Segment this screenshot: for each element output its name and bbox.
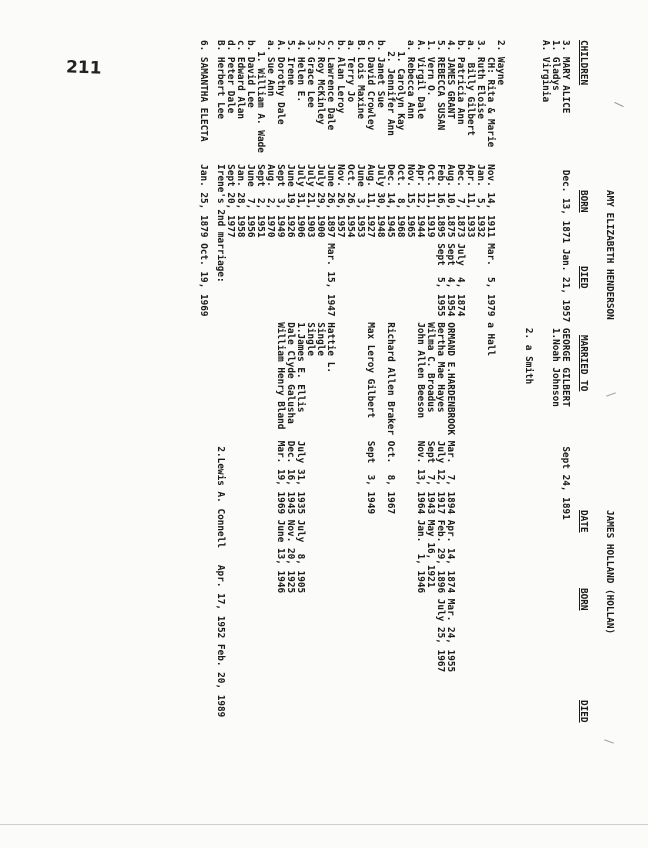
col-children: CHILDREN — [578, 40, 589, 86]
page-number: 211 — [65, 57, 102, 79]
record-line: 2. Wayne — [495, 40, 506, 86]
col-born: BORN — [578, 190, 589, 213]
record-line: c. Edward Alan Jan. 28, 1958 — [235, 40, 246, 238]
record-line: 4. JAMES GRANT Aug. 10, 1875 Sept 4, 1954 ORMAND E.HARDENBROOK Mar. 7, 1894 Apr. 14, 1874 Mar. 24, 1955 — [445, 40, 456, 673]
record-line: CH: Rita & Marie Nov. 14, 1911 Mar. 5, 1979 a Hall — [485, 40, 496, 357]
genealogy-sheet — [12, 40, 615, 740]
wife-name: AMY ELIZABETH HENDERSON — [604, 190, 615, 320]
scan-edge — [0, 824, 648, 825]
husband-name: JAMES HOLLAND (HOLLAN) — [604, 510, 615, 635]
record-line: 5. REBECCA SUSAN Feb. 16, 1895 Sept 5, 1955 Bertha Mae Hayes July 12, 1917 Feb. 29, 1896 July 25, 1967 — [435, 40, 446, 673]
col-married-to: MARRIED TO — [578, 335, 589, 392]
col-died: DIED — [578, 266, 589, 289]
record-line: A. Virgil Dale Apr. 12, 1944 John Allen Beeson Nov. 13, 1964 Jan. 1, 1946 — [415, 40, 426, 594]
record-line: 2. Roy McKinley July 29, 1900 Single — [315, 40, 326, 357]
col-born2: BORN — [578, 588, 589, 611]
col-died2: DIED — [578, 700, 589, 723]
record-line: b. Alan Leroy Nov. 26, 1957 — [335, 40, 346, 238]
record-line: a. Terry Jo Oct. 26, 1954 — [345, 40, 356, 238]
record-line: A. Dorothy Dale Sept 3, 1949 William Henry Bland Mar. 19, 1969 June 13, 1946 — [275, 40, 286, 594]
record-line: 4. Helen E. July 31, 1906 1.James E. Ellis July 31, 1935 July 8, 1905 — [295, 40, 306, 594]
margin-mark — [614, 102, 623, 107]
record-line: B. Herbert Lee Irene's 2nd marriage: 2.Lewis A. Connell Apr. 17, 1952 Feb. 20, 1989 — [215, 40, 226, 718]
record-line: a. Rebecca Ann Nov. 15, 1965 — [405, 40, 416, 238]
record-line: 3. MARY ALICE Dec. 13, 1871 Jan. 21, 1957 GEORGE GILBERT Sept 24, 1891 — [560, 40, 571, 520]
record-line: 3. Grace Lee July 21, 1903 Single — [305, 40, 316, 357]
record-line: A. Virginia — [540, 40, 551, 103]
record-line: 6. SAMANTHA ELECTA Jan. 25, 1879 Oct. 19, 1969 — [198, 40, 209, 317]
margin-mark — [604, 739, 614, 743]
record-line: B. Lois Maxine June 3, 1953 — [355, 40, 366, 238]
record-line: 1. Carolyn Kay Oct. 8, 1968 — [395, 40, 406, 238]
record-line: 1. William A. Wade Sept 2, 1951 — [255, 40, 266, 238]
record-line: d. Peter Dale Sept 20, 1977 — [225, 40, 236, 238]
record-line: c. Lawrence Dale June 26, 1897 Mar. 15, 1947 Hattie L. — [325, 40, 336, 374]
col-date: DATE — [578, 510, 589, 533]
record-line: a. Billy Gilbert Apr. 11, 1933 — [465, 40, 476, 238]
record-line: 1. Vern O. Oct. 11, 1919 Wilma C. Broadus Sept 7, 1943 May 16, 1921 — [425, 40, 436, 588]
record-line: b. Janet Sue July 30, 1948 — [375, 40, 386, 238]
record-line: 5. Irene June 19, 1926 Dale Clyde Galusha Dec. 16, 1945 Nov. 20, 1925 — [285, 40, 296, 594]
record-line: 3. Ruth Eloise Jan. 5, 1932 — [475, 40, 486, 238]
record-line: 2. Jennifer Ann Dec. 14, 1945 Richard Allen Braker Oct. 8, 1967 — [385, 40, 396, 515]
record-line: b. Patricia Ann Dec. 7, 1873 July 4, 1874 — [455, 40, 466, 317]
record-line: 2. a Smith — [523, 40, 534, 385]
record-line: c. David Crowley Aug. 11, 1927 Max Leroy Gilbert Sept 3, 1949 — [365, 40, 376, 515]
record-line: b. David Lee June 7, 1956 — [245, 40, 256, 238]
record-line: 1. Gladys 1.Noah Johnson — [550, 40, 561, 407]
record-line: a. Sue Ann Aug. 2, 1970 — [265, 40, 276, 238]
